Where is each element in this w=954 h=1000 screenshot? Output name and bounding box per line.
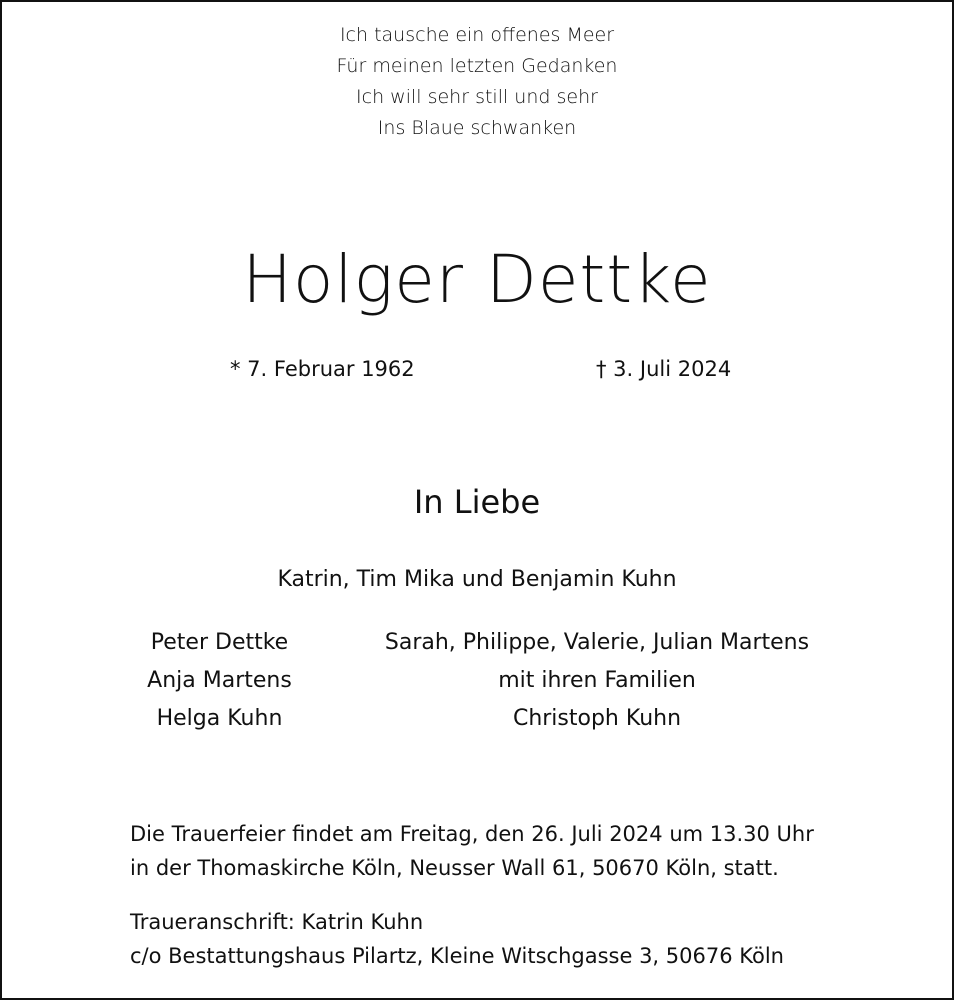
relative-name: Sarah, Philippe, Valerie, Julian Martens (384, 630, 810, 655)
death-date: † 3. Juli 2024 (596, 357, 732, 381)
relative-name: mit ihren Familien (498, 668, 696, 693)
relative-name: Peter Dettke (150, 630, 289, 655)
address-line: Traueranschrift: Katrin Kuhn (130, 910, 424, 934)
poem-line: Für meinen letzten Gedanken (336, 55, 618, 77)
ceremony-line: in der Thomaskirche Köln, Neusser Wall 61, 50670 Köln, statt. (130, 856, 779, 880)
mourning-address (130, 905, 784, 973)
family-line: Katrin, Tim Mika und Benjamin Kuhn (277, 567, 677, 592)
relatives-right (352, 624, 842, 738)
dedication: In Liebe (413, 483, 541, 521)
poem-line: Ich tausche ein offenes Meer (339, 24, 615, 46)
birth-date: * 7. Februar 1962 (230, 357, 415, 381)
poem-line: Ins Blaue schwanken (377, 117, 577, 139)
address-line: c/o Bestattungshaus Pilartz, Kleine Witschgasse 3, 50676 Köln (130, 944, 784, 968)
relatives-left (112, 624, 327, 738)
deceased-name: Holger Dettke (242, 241, 712, 318)
poem-line: Ich will sehr still und sehr (356, 86, 598, 108)
relative-name: Helga Kuhn (156, 706, 283, 731)
ceremony-info (130, 817, 814, 885)
poem (2, 20, 952, 144)
relative-name: Anja Martens (147, 668, 292, 693)
ceremony-line: Die Trauerfeier findet am Freitag, den 26. Juli 2024 um 13.30 Uhr (130, 822, 814, 846)
relative-name: Christoph Kuhn (512, 706, 682, 731)
